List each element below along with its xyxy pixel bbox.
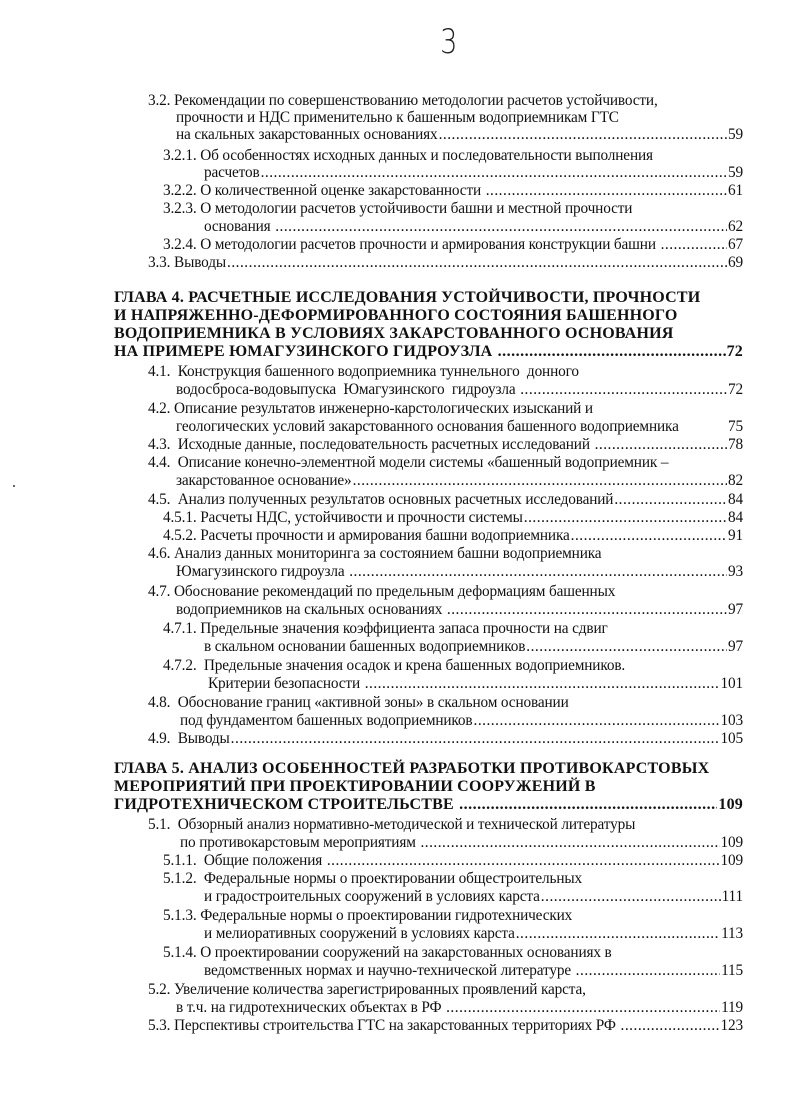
dot-leader (526, 638, 727, 655)
toc-entry-4-4-line (148, 454, 743, 471)
toc-page-number: 72 (726, 343, 743, 360)
toc-entry-title: ГЛАВА 5. АНАЛИЗ ОСОБЕННОСТЕЙ РАЗРАБОТКИ ПРОТИВОКАРСТОВЫХ (114, 760, 710, 777)
toc-entry-4-5-2-line[interactable] (163, 527, 743, 544)
toc-entry-title: 5.1.3. Федеральные нормы о проектировании гидротехнических (163, 907, 573, 924)
toc-entry-title: 4.7. Обоснование рекомендаций по предельным деформациям башенных (148, 583, 616, 600)
toc-entry-title: 4.3. Исходные данные, последовательность расчетных исследований (148, 436, 594, 453)
dot-leader (261, 164, 727, 181)
dot-leader (516, 925, 720, 942)
toc-page-number: 115 (721, 962, 743, 979)
toc-page-number: 61 (728, 182, 743, 199)
toc-entry-title: И НАПРЯЖЕННО-ДЕФОРМИРОВАННОГО СОСТОЯНИЯ БАШЕННОГО (114, 307, 678, 324)
toc-entry-3-3-line[interactable] (148, 254, 743, 271)
toc-entry-5-1-4-line[interactable] (204, 962, 743, 979)
toc-page-number: 62 (728, 218, 743, 235)
toc-entry-4-8-line (148, 694, 743, 711)
toc-entry-title: 3.3. Выводы (148, 254, 226, 271)
toc-entry-title: 5.2. Увеличение количества зарегистрированных проявлений карста, (148, 981, 586, 998)
dot-leader (275, 218, 727, 235)
toc-page-number: 59 (728, 126, 743, 143)
toc-entry-title: 3.2.1. Об особенностях исходных данных и последовательности выполнения (163, 147, 653, 164)
toc-entry-4-4-line[interactable] (176, 472, 743, 489)
chapter-5-heading-line (114, 760, 743, 779)
toc-page-number: 75 (728, 418, 743, 435)
toc-entry-3-2-2-line[interactable] (163, 182, 743, 199)
toc-entry-4-9-line[interactable] (148, 730, 743, 747)
dot-leader (595, 436, 727, 453)
toc-entry-title: 3.2.3. О методологии расчетов устойчивости башни и местной прочности (163, 200, 633, 217)
dot-leader (365, 675, 720, 692)
dot-leader (447, 601, 727, 618)
dot-leader (614, 491, 727, 508)
toc-entry-4-1-line (148, 363, 743, 380)
toc-page-number: 72 (728, 381, 743, 398)
toc-entry-title: 3.2.2. О количественной оценке закарстованности (163, 182, 485, 199)
toc-entry-4-7-line (148, 583, 743, 600)
toc-page-number: 93 (728, 563, 743, 580)
toc-page-number: 119 (721, 999, 743, 1016)
toc-entry-3-2-3-line (163, 200, 743, 217)
toc-entry-5-1-3-line[interactable] (204, 925, 743, 942)
toc-entry-title: 4.7.1. Предельные значения коэффициента запаса прочности на сдвиг (163, 620, 608, 637)
toc-entry-4-7-1-line (163, 620, 743, 637)
toc-entry-3-2-4-line[interactable] (163, 236, 743, 253)
toc-entry-title: 5.1.2. Федеральные нормы о проектировании общестроительных (163, 870, 582, 887)
toc-page-number: 69 (728, 254, 743, 271)
toc-entry-4-7-2-line (163, 657, 743, 674)
toc-page-number: 97 (728, 638, 743, 655)
toc-entry-3-2-1-line[interactable] (204, 164, 743, 181)
toc-entry-4-3-line[interactable] (148, 436, 743, 453)
toc-entry-title: 4.5. Анализ полученных результатов основных расчетных исследований (148, 491, 614, 508)
toc-entry-title: расчетов (204, 164, 260, 181)
dot-leader (446, 999, 720, 1016)
toc-entry-5-1-line[interactable] (180, 834, 743, 851)
toc-entry-title: ГИДРОТЕХНИЧЕСКОМ СТРОИТЕЛЬСТВЕ (114, 796, 459, 813)
toc-entry-title: 4.1. Конструкция башенного водоприемника туннельного донного (148, 363, 579, 380)
chapter-5-heading-line (114, 778, 743, 797)
toc-entry-4-8-line[interactable] (180, 712, 743, 729)
toc-entry-title: 4.7.2. Предельные значения осадок и крена башенных водоприемников. (163, 657, 626, 674)
chapter-4-heading-line (114, 289, 743, 308)
toc-entry-4-6-line (148, 545, 743, 562)
scan-speck (13, 485, 15, 487)
toc-entry-title: в скальном основании башенных водоприемников (204, 638, 526, 655)
toc-entry-title: и мелиоративных сооружений в условиях карста (204, 925, 515, 942)
toc-entry-title: 4.8. Обоснование границ «активной зоны» в скальном основании (148, 694, 569, 711)
toc-page-number: 109 (720, 834, 743, 851)
dot-leader (439, 126, 727, 143)
toc-entry-4-2-line[interactable] (176, 418, 743, 435)
dot-leader (459, 796, 717, 815)
toc-entry-title: МЕРОПРИЯТИЙ ПРИ ПРОЕКТИРОВАНИИ СООРУЖЕНИЙ В (114, 778, 596, 795)
toc-page-number: 103 (720, 712, 743, 729)
toc-entry-5-1-2-line (163, 870, 743, 887)
toc-entry-5-2-line[interactable] (176, 999, 743, 1016)
toc-entry-3-2-line[interactable] (176, 126, 743, 143)
toc-entry-title: водосброса-водовыпуска Юмагузинского гидроузла (176, 381, 520, 398)
toc-entry-title: ГЛАВА 4. РАСЧЕТНЫЕ ИССЛЕДОВАНИЯ УСТОЙЧИВОСТИ, ПРОЧНОСТИ (114, 289, 701, 306)
toc-page-number: 109 (718, 796, 743, 813)
toc-entry-4-7-2-line[interactable] (208, 675, 743, 692)
toc-entry-5-1-3-line (163, 907, 743, 924)
toc-entry-5-2-line (148, 981, 743, 998)
dot-leader (541, 888, 721, 905)
toc-entry-4-1-line[interactable] (176, 381, 743, 398)
toc-page-number: 101 (720, 675, 743, 692)
toc-entry-title: основания (204, 218, 275, 235)
toc-entry-title: ведомственных нормах и научно-технической литературе (204, 962, 575, 979)
dot-leader (524, 509, 727, 526)
toc-page-number: 59 (728, 164, 743, 181)
dot-leader (227, 254, 727, 271)
toc-entry-5-1-line (148, 816, 743, 833)
toc-page-number: 97 (728, 601, 743, 618)
toc-page-number: 109 (720, 852, 743, 869)
toc-entry-title: ВОДОПРИЕМНИКА В УСЛОВИЯХ ЗАКАРСТОВАННОГО ОСНОВАНИЯ (114, 325, 674, 342)
toc-entry-4-5-1-line[interactable] (163, 509, 743, 526)
toc-entry-title: в т.ч. на гидротехнических объектах в РФ (176, 999, 446, 1016)
toc-entry-3-2-1-line (163, 147, 743, 164)
toc-page-number: 111 (721, 888, 743, 905)
toc-page-number: 84 (728, 491, 743, 508)
dot-leader (661, 236, 727, 253)
toc-entry-4-7-line[interactable] (176, 601, 743, 618)
dot-leader (474, 712, 720, 729)
dot-leader (621, 1017, 720, 1034)
chapter-4-heading-line (114, 307, 743, 326)
toc-entry-title: 4.2. Описание результатов инженерно-карстологических изысканий и (148, 400, 593, 417)
toc-entry-title: 4.9. Выводы (148, 730, 230, 747)
toc-entry-4-5-line[interactable] (148, 491, 743, 508)
chapter-4-heading-line (114, 325, 743, 344)
toc-entry-title: Критерии безопасности (208, 675, 364, 692)
toc-page-number: 123 (720, 1017, 743, 1034)
dot-leader (231, 730, 720, 747)
toc-entry-title: 5.3. Перспективы строительства ГТС на закарстованных территориях РФ (148, 1017, 620, 1034)
toc-entry-4-6-line[interactable] (176, 563, 743, 580)
toc-entry-3-2-line (148, 92, 743, 109)
toc-entry-title: 5.1.1. Общие положения (163, 852, 326, 869)
toc-entry-5-3-line[interactable] (148, 1017, 743, 1034)
toc-entry-title: 4.5.2. Расчеты прочности и армирования башни водоприемника (163, 527, 570, 544)
toc-entry-title: под фундаментом башенных водоприемников (180, 712, 473, 729)
chapter-5-heading-line[interactable] (114, 796, 743, 815)
toc-entry-title: 5.1. Обзорный анализ нормативно-методической и технической литературы (148, 816, 636, 833)
toc-entry-4-7-1-line[interactable] (204, 638, 743, 655)
toc-entry-title: на скальных закарстованных основаниях (176, 126, 438, 143)
toc-entry-title: закарстованное основание» (176, 472, 352, 489)
toc-page-number: 113 (721, 925, 743, 942)
toc-entry-title: 4.6. Анализ данных мониторинга за состоянием башни водоприемника (148, 545, 602, 562)
toc-entry-title: Юмагузинского гидроузла (176, 563, 349, 580)
toc-entry-title: 3.2. Рекомендации по совершенствованию методологии расчетов устойчивости, (148, 92, 658, 109)
dot-leader (576, 962, 720, 979)
toc-entry-title: НА ПРИМЕРЕ ЮМАГУЗИНСКОГО ГИДРОУЗЛА (114, 343, 497, 360)
toc-entry-title: 4.4. Описание конечно-элементной модели системы «башенный водоприемник – (148, 454, 669, 471)
toc-entry-title: 5.1.4. О проектировании сооружений на закарстованных основаниях в (163, 944, 612, 961)
toc-entry-title: водоприемников на скальных основаниях (176, 601, 446, 618)
dot-leader (571, 527, 727, 544)
dot-leader (520, 381, 727, 398)
toc-entry-title: по противокарстовым мероприятиям (180, 834, 420, 851)
toc-entry-title: 3.2.4. О методологии расчетов прочности и армирования конструкции башни (163, 236, 660, 253)
dot-leader (353, 472, 727, 489)
toc-entry-3-2-3-line[interactable] (204, 218, 743, 235)
dot-leader (349, 563, 727, 580)
toc-entry-5-1-4-line (163, 944, 743, 961)
toc-entry-3-2-line (176, 109, 743, 126)
dot-leader (498, 343, 726, 362)
toc-page-number: 82 (728, 472, 743, 489)
toc-page-number: 84 (728, 509, 743, 526)
toc-entry-title: прочности и НДС применительно к башенным водоприемникам ГТС (176, 109, 619, 126)
toc-entry-4-2-line (148, 400, 743, 417)
toc-entry-title: геологических условий закарстованного основания башенного водоприемника (176, 418, 679, 435)
toc-entry-5-1-1-line[interactable] (163, 852, 743, 869)
page-number: 3 (440, 22, 458, 62)
toc-entry-title: и градостроительных сооружений в условиях карста (204, 888, 540, 905)
toc-page-number: 105 (720, 730, 743, 747)
chapter-4-heading-line[interactable] (114, 343, 743, 362)
dot-leader (420, 834, 719, 851)
toc-page-number: 78 (728, 436, 743, 453)
toc-entry-title: 4.5.1. Расчеты НДС, устойчивости и прочности системы (163, 509, 523, 526)
dot-leader (327, 852, 720, 869)
toc-page-number: 91 (728, 527, 743, 544)
dot-leader (486, 182, 727, 199)
toc-entry-5-1-2-line[interactable] (204, 888, 743, 905)
toc-page-number: 67 (728, 236, 743, 253)
